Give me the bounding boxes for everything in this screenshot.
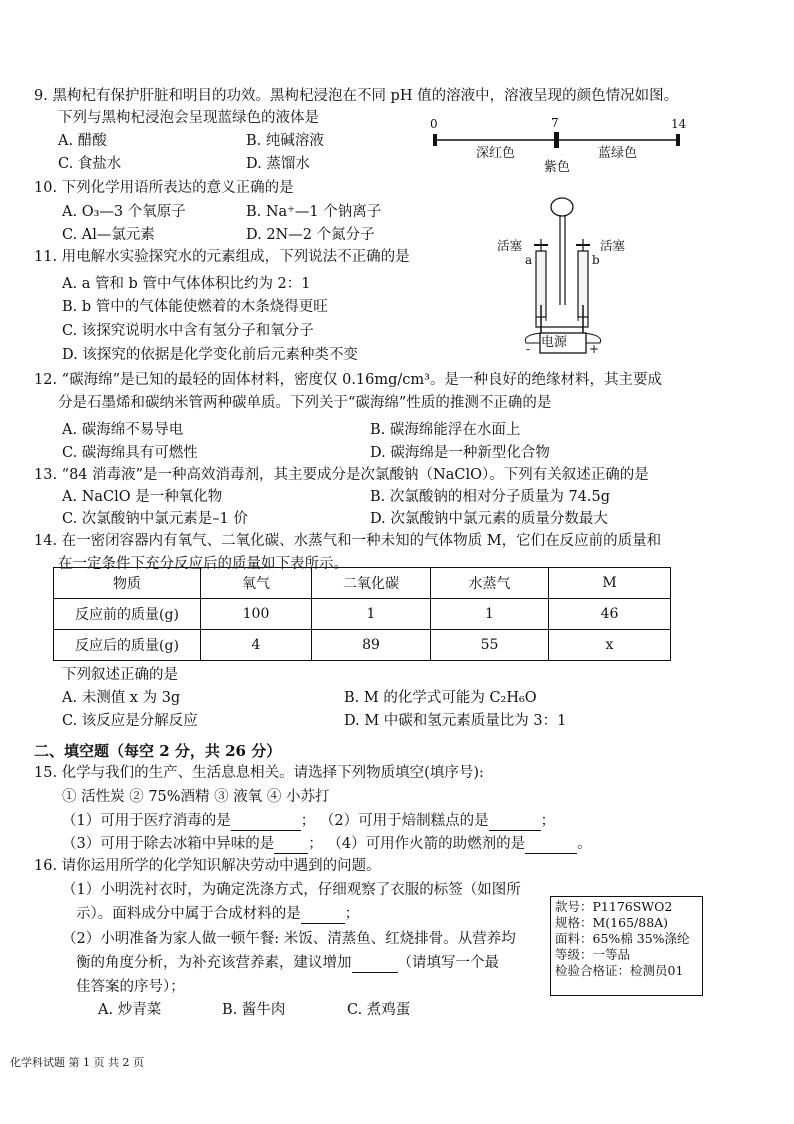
left-valve-label: 活塞	[497, 238, 523, 253]
q9-option-a: A. 醋酸	[58, 133, 107, 149]
ph-label-14: 14	[671, 117, 687, 131]
table-cell: 1	[431, 599, 549, 630]
q14-option-b: B. M 的化学式可能为 C₂H₆O	[344, 690, 537, 706]
q11-stem: 11. 用电解水实验探究水的元素组成，下列说法不正确的是	[34, 249, 410, 265]
table-cell: 100	[201, 599, 312, 630]
table-cell: 46	[549, 599, 671, 630]
q16-option-b: B. 酱牛肉	[222, 1002, 286, 1018]
q14-stem-line1: 14. 在一密闭容器内有氧气、二氧化碳、水蒸气和一种未知的气体物质 M，它们在反应前的质量和	[34, 533, 662, 549]
q13-option-b: B. 次氯酸钠的相对分子质量为 74.5g	[370, 489, 611, 505]
q15-substance-list: ① 活性炭 ② 75%酒精 ③ 液氧 ④ 小苏打	[62, 789, 330, 805]
q14-option-d: D. M 中碳和氢元素质量比为 3：1	[344, 713, 567, 729]
q10-option-d: D. 2N—2 个氮分子	[246, 227, 375, 243]
ph-label-0: 0	[430, 117, 438, 131]
tag-inspection: 检验合格证：检测员01	[555, 963, 684, 978]
ph-label-7: 7	[551, 116, 559, 130]
q14-option-c: C. 该反应是分解反应	[62, 713, 198, 729]
q14-stem-line3: 下列叙述正确的是	[62, 667, 178, 683]
q9-option-c: C. 食盐水	[58, 156, 122, 172]
tag-style-number: 款号：P1176SWO2	[555, 899, 673, 914]
q11-option-c: C. 该探究说明水中含有氢分子和氧分子	[62, 323, 314, 339]
q15-blank1[interactable]	[231, 813, 301, 831]
q13-option-a: A. NaClO 是一种氧化物	[62, 489, 223, 505]
q16-part2-line2	[76, 955, 499, 973]
q16-part1-question: 示）。面料成分中属于合成材料的是	[76, 906, 301, 922]
table-cell: 反应前的质量(g)	[54, 599, 201, 630]
q15-stem: 15. 化学与我们的生产、生活息息相关。请选择下列物质填空(填序号):	[34, 765, 484, 781]
q9-option-d: D. 蒸馏水	[246, 156, 310, 172]
q16-stem: 16. 请你运用所学的化学知识解决劳动中遇到的问题。	[34, 858, 381, 874]
q16-part2-question: 衡的角度分析，为补充该营养素，建议增加	[76, 955, 352, 971]
table-row	[54, 599, 671, 630]
q12-stem-line1: 12. “碳海绵”是已知的最轻的固体材料，密度仅 0.16mg/cm³。是一种良好的绝缘材料，其主要成	[34, 372, 662, 388]
q9-stem-line1: 9. 黑枸杞有保护肝脏和明目的功效。黑枸杞浸泡在不同 pH 值的溶液中，溶液呈现的颜色情况如图。	[34, 88, 679, 104]
q15-blank3[interactable]	[274, 836, 308, 854]
q16-option-a: A. 炒青菜	[98, 1002, 162, 1018]
table-cell: 4	[201, 630, 312, 661]
q12-stem-line2: 分是石墨烯和碳纳米管两种碳单质。下列关于“碳海绵”性质的推测不正确的是	[58, 395, 552, 411]
table-cell: x	[549, 630, 671, 661]
q16-part1-line2: 示）。面料成分中属于合成材料的是 ；	[76, 906, 359, 924]
table-cell: 89	[312, 630, 431, 661]
mass-data-table	[53, 567, 671, 661]
q10-option-b: B. Na⁺—1 个钠离子	[246, 204, 382, 220]
q10-option-a: A. O₃—3 个氧原子	[62, 204, 186, 220]
q9-option-b: B. 纯碱溶液	[246, 133, 324, 149]
section-2-title: 二、填空题（每空 2 分，共 26 分）	[34, 742, 282, 760]
q16-option-c: C. 煮鸡蛋	[347, 1002, 411, 1018]
q13-option-d: D. 次氯酸钠中氯元素的质量分数最大	[370, 511, 608, 527]
tag-size: 规格：M(165/88A)	[555, 915, 669, 930]
q15-blank4-label: ； （4）可用作火箭的助燃剂的是	[308, 836, 526, 852]
q13-stem: 13. “84 消毒液”是一种高效消毒剂，其主要成分是次氯酸钠（NaClO）。下列有关叙述正确的是	[34, 467, 649, 483]
q11-option-a: A. a 管和 b 管中气体体积比约为 2：1	[62, 276, 311, 292]
q10-option-c: C. Al—氯元素	[62, 227, 155, 243]
q15-blank4[interactable]	[525, 836, 577, 854]
q16-blank1[interactable]	[301, 906, 345, 924]
table-cell: 反应后的质量(g)	[54, 630, 201, 661]
q16-part2-line3: 佳答案的序号）；	[76, 979, 185, 995]
table-row	[54, 630, 671, 661]
table-header-cell: 水蒸气	[431, 568, 549, 599]
tag-fabric: 面料：65%棉 35%涤纶	[555, 931, 690, 946]
q15-blank1-label: （1）可用于医疗消毒的是	[62, 813, 231, 829]
ph-deep-red-label: 深红色	[476, 146, 516, 161]
table-header-cell: M	[549, 568, 671, 599]
tag-grade: 等级：一等品	[555, 947, 631, 962]
q15-blank2[interactable]	[489, 813, 541, 831]
q15-blank2-label: ； （2）可用于焙制糕点的是	[300, 813, 489, 829]
right-valve-label: 活塞	[600, 238, 626, 253]
ph-purple-label: 紫色	[544, 160, 571, 175]
q9-stem-line2: 下列与黑枸杞浸泡会呈现蓝绿色的液体是	[58, 110, 319, 126]
tube-a-label: a	[525, 253, 533, 267]
q11-option-b: B. b 管中的气体能使燃着的木条烧得更旺	[62, 299, 328, 315]
q16-part2-note: （请填写一个最	[397, 955, 499, 971]
q14-stem-line2: 在一定条件下充分反应后的质量如下表所示。	[58, 556, 348, 572]
q12-option-b: B. 碳海绵能浮在水面上	[370, 422, 521, 438]
q10-stem: 10. 下列化学用语所表达的意义正确的是	[34, 180, 294, 196]
table-cell: 1	[312, 599, 431, 630]
q15-line1: （1）可用于医疗消毒的是 ； （2）可用于焙制糕点的是 ；	[62, 813, 555, 831]
q13-option-c: C. 次氯酸钠中氯元素是–1 价	[62, 511, 248, 527]
q12-option-d: D. 碳海绵是一种新型化合物	[370, 445, 550, 461]
power-plus-sign: +	[589, 342, 600, 356]
q16-part2-line1: （2）小明准备为家人做一顿午餐: 米饭、清蒸鱼、红烧排骨。从营养均	[62, 931, 516, 947]
q12-option-a: A. 碳海绵不易导电	[62, 422, 184, 438]
power-minus-sign: -	[526, 342, 531, 356]
page-footer: 化学科试题 第 1 页 共 2 页	[10, 1056, 144, 1069]
q16-blank2[interactable]	[352, 955, 398, 973]
q14-option-a: A. 未测值 x 为 3g	[62, 690, 181, 706]
table-header-cell: 氧气	[201, 568, 312, 599]
q15-blank3-label: （3）可用于除去冰箱中异味的是	[62, 836, 275, 852]
table-header-cell: 二氧化碳	[312, 568, 431, 599]
q15-line2: （3）可用于除去冰箱中异味的是 ； （4）可用作火箭的助燃剂的是 。	[62, 836, 592, 854]
clothing-tag-label	[550, 896, 703, 996]
q16-part1-line1: （1）小明洗衬衣时，为确定洗涤方式，仔细观察了衣服的标签（如图所	[62, 882, 521, 898]
tube-b-label: b	[592, 253, 600, 267]
power-source-label: 电源	[541, 335, 568, 350]
ph-blue-green-label: 蓝绿色	[598, 146, 638, 161]
table-cell: 55	[431, 630, 549, 661]
q12-option-c: C. 碳海绵具有可燃性	[62, 445, 198, 461]
q11-option-d: D. 该探究的依据是化学变化前后元素种类不变	[62, 347, 358, 363]
table-header-cell: 物质	[54, 568, 201, 599]
table-header-row	[54, 568, 671, 599]
